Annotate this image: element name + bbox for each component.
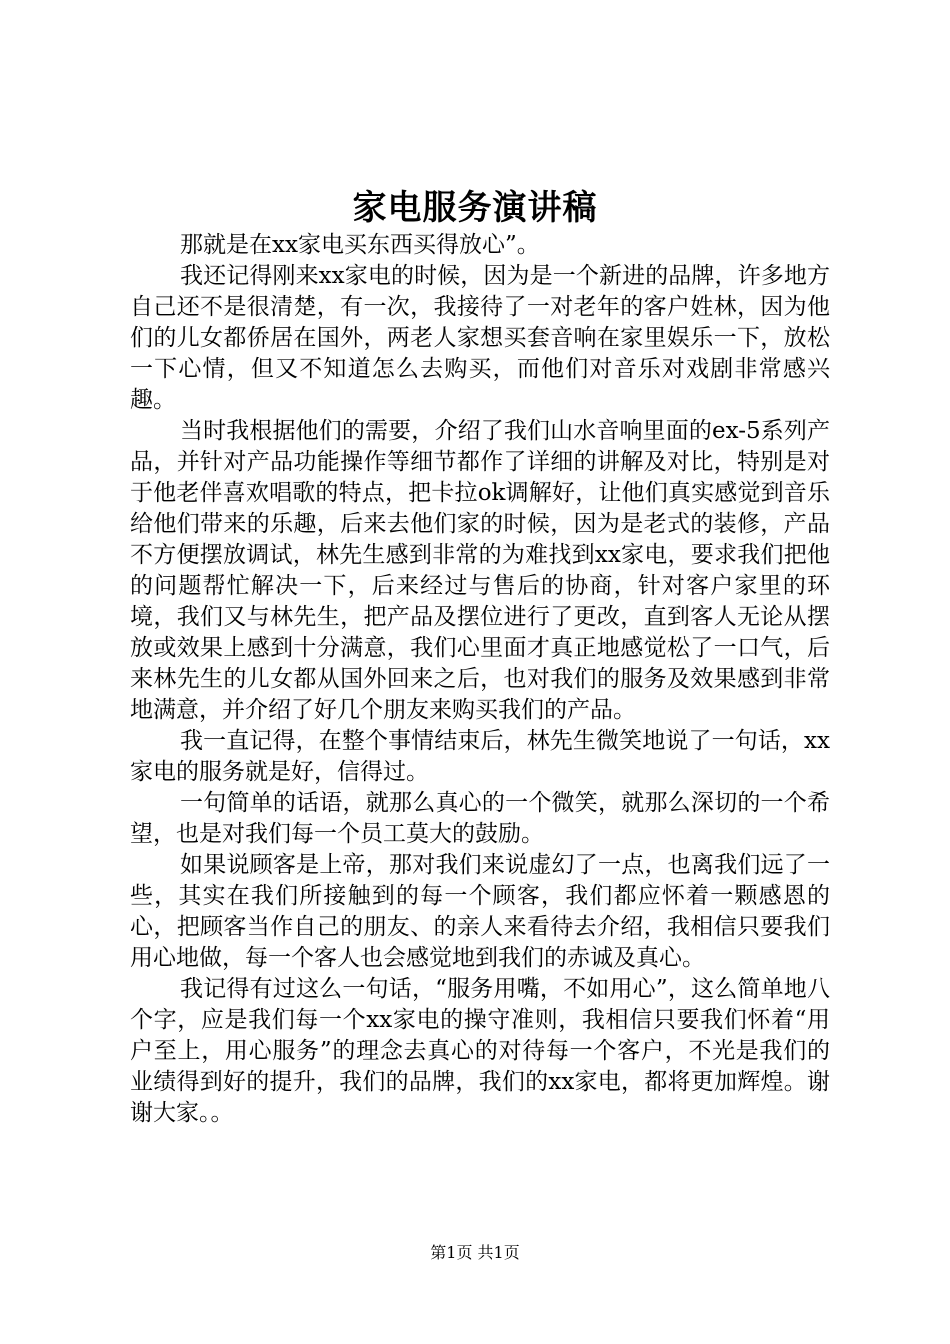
paragraph-2: 我还记得刚来xx家电的时候，因为是一个新进的品牌，许多地方自己还不是很清楚，有一次，我接待了一对老年的客户姓林，因为他们的儿女都侨居在国外，两老人家想买套音响在家里娱乐一下，放松一下心情，但又不知道怎么去购买，而他们对音乐对戏剧非常感兴趣。: [130, 263, 830, 413]
paragraph-3: 当时我根据他们的需要，介绍了我们山水音响里面的ex-5系列产品，并针对产品功能操作等细节都作了详细的讲解及对比，特别是对于他老伴喜欢唱歌的特点，把卡拉ok调解好，让他们真实感觉到音乐给他们带来的乐趣，后来去他们家的时候，因为是老式的装修，产品不方便摆放调试，林先生感到非常的为难找到xx家电，要求我们把他的问题帮忙解决一下，后来经过与售后的协商，针对客户家里的环境，我们又与林先生，把产品及摆位进行了更改，直到客人无论从摆放或效果上感到十分满意，我们心里面才真正地感觉松了一口气，后来林先生的儿女都从国外回来之后，也对我们的服务及效果感到非常地满意，并介绍了好几个朋友来购买我们的产品。: [130, 418, 830, 723]
paragraph-7: 我记得有过这么一句话，“服务用嘴，不如用心”，这么简单地八个字，应是我们每一个xx家电的操守准则，我相信只要我们怀着“用户至上，用心服务”的理念去真心的对待每一个客户，不光是我们的业绩得到好的提升，我们的品牌，我们的xx家电，都将更加辉煌。谢谢大家。。: [130, 976, 830, 1126]
paragraph-6: 如果说顾客是上帝，那对我们来说虚幻了一点，也离我们远了一些，其实在我们所接触到的每一个顾客，我们都应怀着一颗感恩的心，把顾客当作自己的朋友、的亲人来看待去介绍，我相信只要我们用心地做，每一个客人也会感觉地到我们的赤诚及真心。: [130, 852, 830, 971]
document-body: [130, 230, 830, 1129]
paragraph-5: 一句简单的话语，就那么真心的一个微笑，就那么深切的一个希望，也是对我们每一个员工莫大的鼓励。: [130, 790, 830, 847]
paragraph-1: 那就是在xx家电买东西买得放心”。: [180, 232, 540, 258]
paragraph-4: 我一直记得，在整个事情结束后，林先生微笑地说了一句话，xx家电的服务就是好，信得过。: [130, 728, 830, 785]
page-number-footer: 第1页 共1页: [430, 1243, 520, 1262]
document-title: 家电服务演讲稿: [352, 188, 598, 228]
